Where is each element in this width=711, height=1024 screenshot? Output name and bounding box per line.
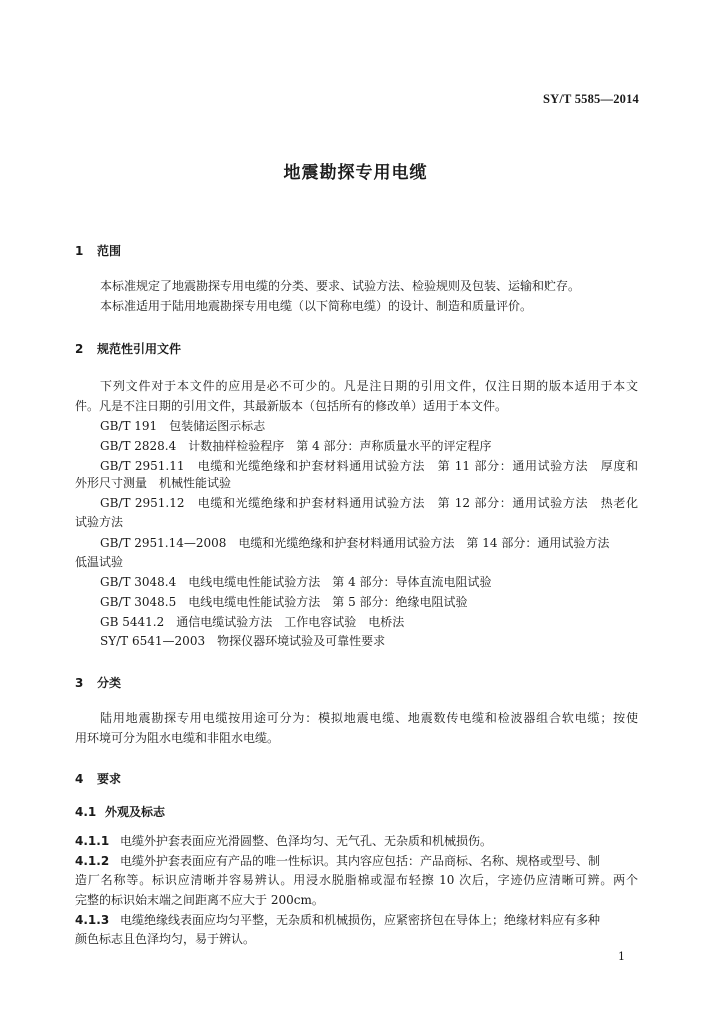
section-heading-requirements [75, 770, 121, 787]
clause-number: 4.1.1 [75, 834, 110, 848]
classification-line-1: 陆用地震勘探专用电缆按用途可分为：模拟地震电缆、地震数传电缆和检波器组合软电缆；按使 [100, 711, 638, 725]
clause-text: 电缆外护套表面应光滑圆整、色泽均匀、无气孔、无杂质和机械损伤。 [120, 834, 493, 848]
clause-number: 4.1.3 [75, 913, 110, 927]
clause-4-1-2-line-2: 造厂名称等。标识应清晰并容易辨认。用浸水脱脂棉或湿布轻擦 10 次后，字迹仍应清晰可辨。两个 [75, 873, 638, 887]
reference-item: GB/T 3048.4 电线电缆电性能试验方法 第 4 部分：导体直流电阻试验 [100, 575, 492, 589]
reference-item: GB 5441.2 通信电缆试验方法 工作电容试验 电桥法 [100, 615, 405, 629]
section-title: 分类 [97, 676, 122, 690]
reference-item: GB/T 3048.5 电线电缆电性能试验方法 第 5 部分：绝缘电阻试验 [100, 595, 468, 609]
reference-item: GB/T 191 包装储运图示标志 [100, 419, 266, 433]
reference-item-continued: 外形尺寸测量 机械性能试验 [75, 476, 232, 490]
scope-paragraph-1: 本标准规定了地震勘探专用电缆的分类、要求、试验方法、检验规则及包装、运输和贮存。 [100, 279, 581, 293]
clause-4-1-3 [75, 913, 600, 927]
section-title: 范围 [97, 244, 122, 258]
subsection-heading-appearance [75, 803, 165, 820]
clause-4-1-1 [75, 834, 492, 848]
clause-text: 电缆绝缘线表面应均匀平整，无杂质和机械损伤，应紧密挤包在导体上；绝缘材料应有多种 [120, 913, 601, 927]
clause-4-1-3-line-2: 颜色标志且色泽均匀，易于辨认。 [75, 932, 256, 946]
clause-4-1-2 [75, 854, 638, 868]
section-title: 要求 [97, 772, 122, 786]
reference-item: GB/T 2951.14—2008 电缆和光缆绝缘和护套材料通用试验方法 第 14 部分：通用试验方法 [100, 536, 610, 550]
page-number: 1 [618, 950, 625, 963]
subsection-number: 4.1 [75, 805, 97, 819]
reference-item: GB/T 2951.12 电缆和光缆绝缘和护套材料通用试验方法 第 12 部分：通用试验方法 热老化 [100, 496, 638, 510]
reference-item: GB/T 2951.11 电缆和光缆绝缘和护套材料通用试验方法 第 11 部分：通用试验方法 厚度和 [100, 459, 638, 473]
section-title: 规范性引用文件 [97, 342, 182, 356]
document-title: 地震勘探专用电缆 [283, 163, 428, 183]
scope-paragraph-2: 本标准适用于陆用地震勘探专用电缆（以下简称电缆）的设计、制造和质量评价。 [100, 299, 533, 313]
section-heading-scope [75, 242, 121, 259]
section-number: 3 [75, 676, 84, 690]
reference-item: SY/T 6541—2003 物探仪器环境试验及可靠性要求 [100, 634, 386, 648]
normative-intro-line-1: 下列文件对于本文件的应用是必不可少的。凡是注日期的引用文件，仅注日期的版本适用于本文 [100, 379, 638, 393]
normative-intro-line-2: 件。凡是不注日期的引用文件，其最新版本（包括所有的修改单）适用于本文件。 [75, 399, 508, 413]
subsection-title: 外观及标志 [105, 805, 166, 819]
section-heading-normative [75, 340, 181, 357]
reference-item-continued: 试验方法 [75, 515, 124, 529]
section-number: 2 [75, 342, 84, 356]
section-heading-classification [75, 674, 121, 691]
section-number: 4 [75, 772, 84, 786]
clause-4-1-2-line-3: 完整的标识始末端之间距离不应大于 200cm。 [75, 893, 324, 907]
clause-text: 电缆外护套表面应有产品的唯一性标识。其内容应包括：产品商标、名称、规格或型号、制 [120, 854, 601, 868]
reference-item-continued: 低温试验 [75, 555, 124, 569]
clause-number: 4.1.2 [75, 854, 110, 868]
standard-code: SY/T 5585—2014 [543, 92, 639, 106]
section-number: 1 [75, 244, 84, 258]
classification-line-2: 用环境可分为阻水电缆和非阻水电缆。 [75, 731, 280, 745]
reference-item: GB/T 2828.4 计数抽样检验程序 第 4 部分：声称质量水平的评定程序 [100, 439, 492, 453]
